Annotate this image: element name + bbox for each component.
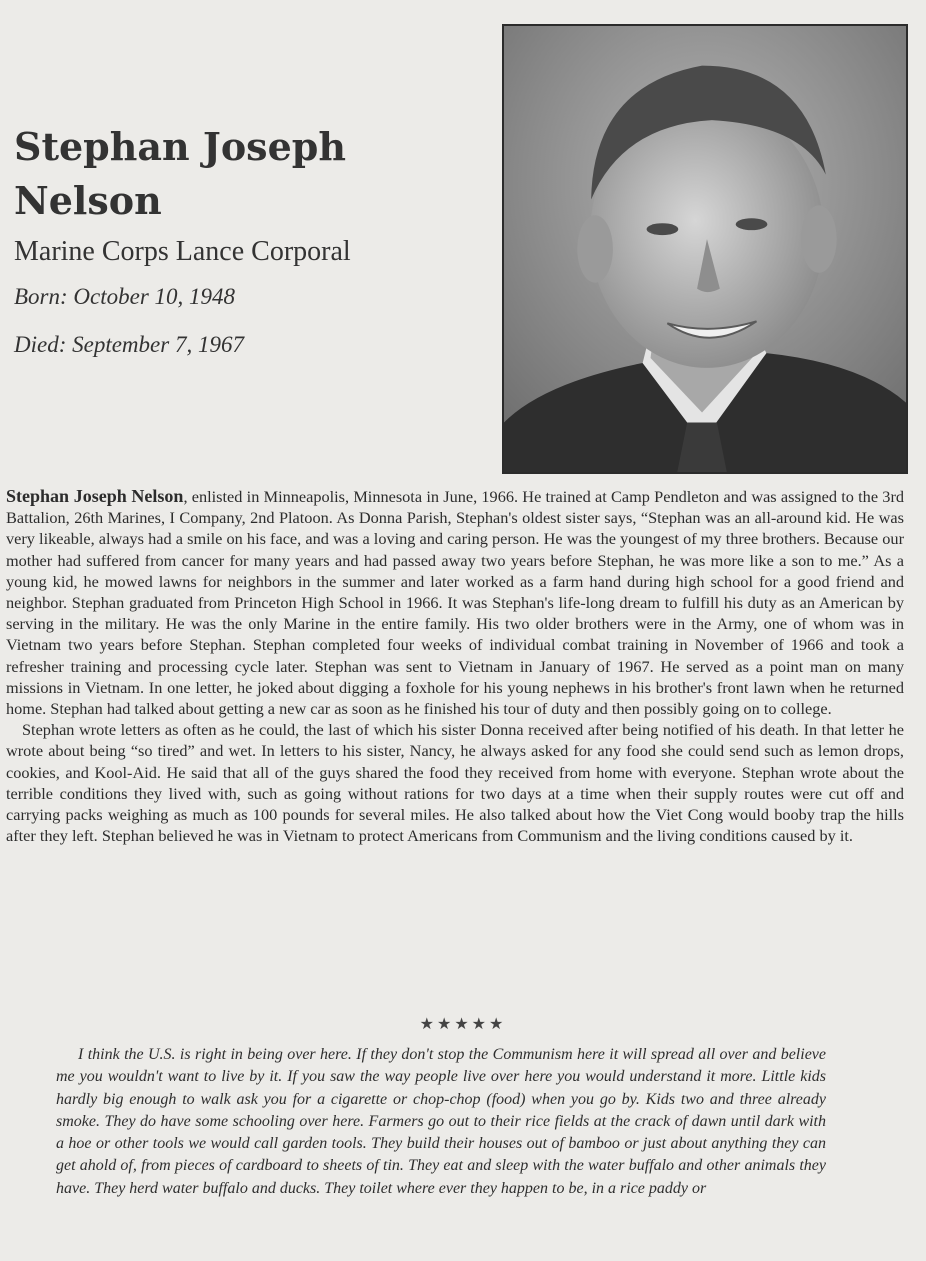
biography-text <box>6 486 904 846</box>
portrait-photo <box>502 24 908 474</box>
rank-subtitle: Marine Corps Lance Corporal <box>14 236 351 267</box>
born-label: Born: <box>14 284 68 309</box>
died-label: Died: <box>14 332 67 357</box>
bio-lead-name: Stephan Joseph Nelson <box>6 486 184 506</box>
bio-paragraph-1-text: , enlisted in Minneapolis, Minnesota in June, 1966. He trained at Camp Pendleton and was assigned to the 3rd Battalion, 26th Marines, I Company, 2nd Platoon. As Donna Parish, Stephan's oldest sister says, “Stephan was an all-around kid. He was very likeable, always had a smile on his face, and was a loving and caring person. He was the youngest of my three brothers. Because our mother had suffered from cancer for many years and had passed away two years before Stephan, he was more like a son to me.” As a young kid, he mowed lawns for neighbors in the summer and later worked as a farm hand during high school for a good friend and neighbor. Stephan graduated from Princeton High School in 1966. It was Stephan's life-long dream to fulfill his duty as an American by serving in the military. He was the only Marine in the entire family. His two older brothers were in the Army, one of whom was in Vietnam two years before Stephan. Stephan completed four weeks of individual combat training in November of 1966 and took a refresher training and processing cycle later. Stephan was sent to Vietnam in January of 1967. He served as a point man on many missions in Vietnam. In one letter, he joked about digging a foxhole for his young nephews in his brother's front lawn when he returned home. Stephan had talked about getting a new car as soon as he finished his tour of duty and then possibly going on to college. <box>6 487 905 719</box>
died-line <box>14 332 244 358</box>
bio-paragraph-1 <box>6 486 904 719</box>
portrait-icon <box>504 26 906 472</box>
letter-quote: I think the U.S. is right in being over here. If they don't stop the Communism here it will spread all over and believe me you wouldn't want to live by it. If you saw the way people live over here you would understand it more. Little kids hardly big enough to walk ask you for a cigarette or chop-chop (food) when you go by. Kids two and three already smoke. They do have some schooling over here. Farmers go out to their rice fields at the crack of dawn until dark with a hoe or other tools we would call garden tools. They build their houses out of bamboo or just about anything they can get ahold of, from pieces of cardboard to sheets of tin. They eat and sleep with the water buffalo and other animals they have. They herd water buffalo and ducks. They toilet where ever they happen to be, in a rice paddy or <box>56 1046 826 1197</box>
died-date: September 7, 1967 <box>72 332 244 357</box>
born-line <box>14 284 235 310</box>
born-date: October 10, 1948 <box>73 284 236 309</box>
page-title: Stephan Joseph Nelson <box>14 124 346 223</box>
section-separator: ★★★★★ <box>419 1014 507 1033</box>
bio-paragraph-2: Stephan wrote letters as often as he could, the last of which his sister Donna received after being notified of his death. In that letter he wrote about being “so tired” and wet. In letters to his sister, Nancy, he always asked for any food she could send such as lemon drops, cookies, and Kool-Aid. He said that all of the guys shared the food they received from home with everyone. Stephan wrote about the terrible conditions they lived with, such as going without rations for two days at a time when their supply routes were cut off and carrying packs weighing as much as 100 pounds for several miles. He also talked about how the Viet Cong would booby trap the hills after they left. Stephan believed he was in Vietnam to protect Americans from Communism and the living conditions caused by it. <box>6 720 904 846</box>
